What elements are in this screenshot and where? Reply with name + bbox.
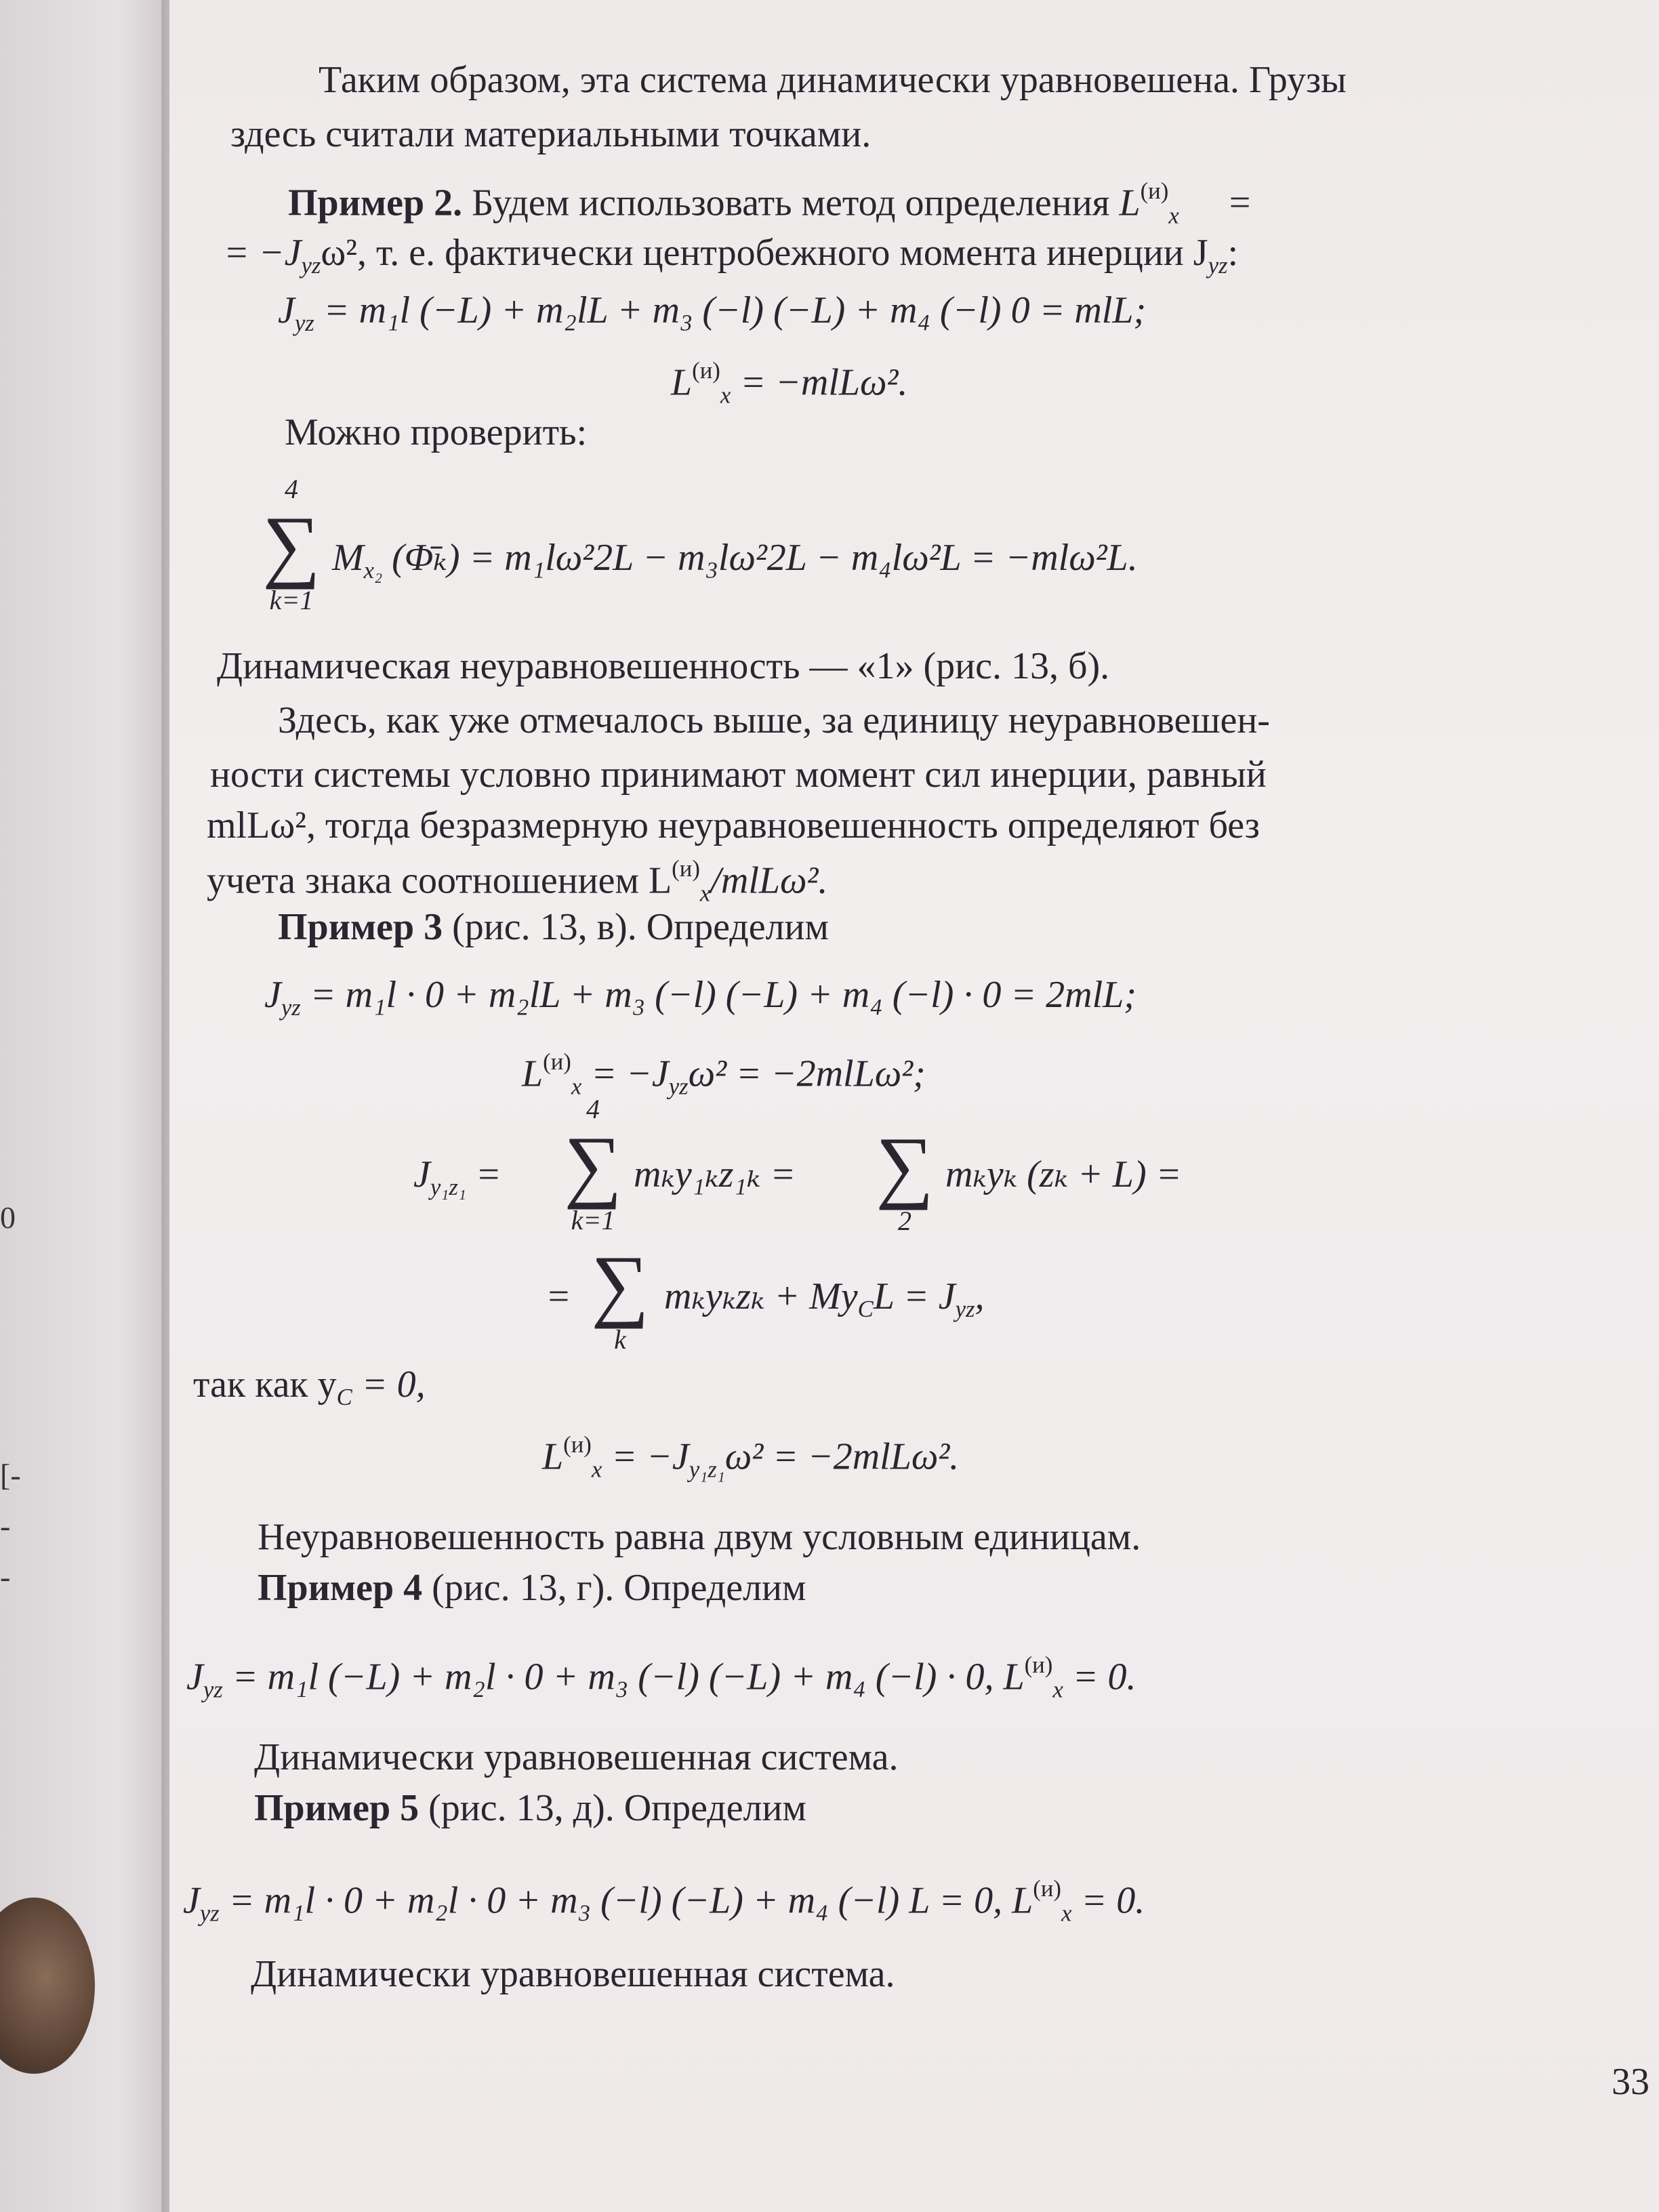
sigma-icon: ∑ [262, 499, 321, 590]
equation [264, 976, 1136, 1020]
sum-upper-limit: 4 [285, 474, 298, 504]
equation [671, 359, 907, 407]
equation: mₖyₖ (zₖ + L) = [945, 1153, 1182, 1195]
subscript: yz [668, 1073, 689, 1100]
subscript: yz [281, 994, 301, 1021]
math: = m₁l (−L) + m₂l · 0 + m₃ (−l) (−L) + m₄ (−l) · 0, L [222, 1656, 1025, 1698]
subscript: x [1168, 202, 1179, 229]
text: (рис. 13, в). Определим [452, 906, 829, 948]
left-page [0, 0, 169, 2212]
subscript: x [571, 1073, 582, 1100]
math: L = J [873, 1275, 956, 1317]
sum-symbol [254, 474, 329, 615]
text-line: Неуравновешенность равна двум условным единицам. [258, 1516, 1141, 1558]
math: ω² = −2mlLω². [724, 1435, 960, 1478]
text-line: Здесь, как уже отмечалось выше, за единицу неуравновешен- [278, 699, 1270, 741]
subscript: x [699, 880, 711, 907]
superscript: (и) [1140, 178, 1169, 204]
sum-upper-limit: 4 [586, 1094, 600, 1124]
math: L [522, 1052, 544, 1095]
equation [278, 291, 1146, 335]
example-label: Пример 4 [258, 1567, 423, 1609]
equation: = [546, 1275, 571, 1317]
sum-lower-limit: k=1 [571, 1205, 615, 1235]
margin-mark: - [0, 1559, 11, 1594]
math: = m₁l · 0 + m₂l · 0 + m₃ (−l) (−L) + m₄ (−l) L = 0, L [219, 1879, 1033, 1922]
superscript: (и) [1033, 1875, 1061, 1902]
sum-symbol [867, 1120, 942, 1236]
thumb-finger [0, 1898, 95, 2074]
math: = −mlLω². [731, 361, 908, 404]
math: , [975, 1275, 985, 1317]
math: = m₁l · 0 + m₂lL + m₃ (−l) (−L) + m₄ (−l) · 0 = 2mlL; [300, 974, 1136, 1016]
text-line: ности системы условно принимают момент сил инерции, равный [210, 754, 1267, 796]
math: = −J [224, 232, 302, 274]
text-line: Динамическая неуравновешенность — «1» (рис. 13, б). [217, 645, 1110, 687]
text-line [224, 234, 1238, 278]
margin-mark: - [0, 1509, 11, 1543]
math: (Φ̄ₖ) = m₁lω²2L − m₃lω²2L − m₄lω²L = −mlω²L. [382, 537, 1138, 579]
superscript: (и) [672, 855, 700, 882]
text-line: Динамически уравновешенная система. [251, 1953, 895, 1995]
subscript: x [1052, 1676, 1063, 1703]
math: J [264, 974, 281, 1016]
text-line: здесь считали материальными точками. [230, 113, 872, 155]
text: (рис. 13, г). Определим [432, 1567, 806, 1609]
math: = [466, 1153, 501, 1195]
text: Будем использовать метод определения [472, 182, 1110, 224]
book-page [169, 0, 1659, 2212]
subscript: y₁z₁ [689, 1456, 725, 1483]
math: M [332, 537, 364, 579]
subscript: x [591, 1456, 602, 1483]
subscript: x [720, 382, 731, 409]
equation [522, 1050, 926, 1099]
sum-symbol [556, 1094, 630, 1235]
example-5-heading [254, 1789, 806, 1827]
math: ω² = −2mlLω²; [688, 1052, 926, 1095]
equation [542, 1433, 959, 1481]
subscript: yz [203, 1676, 223, 1703]
example-label: Пример 2. [288, 182, 463, 224]
math: = −J [602, 1435, 689, 1478]
equation [186, 1654, 1136, 1702]
math: = m₁l (−L) + m₂lL + m₃ (−l) (−L) + m₄ (−l) 0 = mlL; [314, 289, 1147, 331]
math: L [542, 1435, 564, 1478]
equation: mₖy₁ₖz₁ₖ = [634, 1153, 796, 1195]
text: ω², т. е. фактически центробежного момента инерции J [321, 232, 1208, 274]
subscript: yz [199, 1900, 220, 1927]
math: = −J [581, 1052, 669, 1095]
subscript: yz [955, 1296, 975, 1323]
subscript: yz [1208, 252, 1228, 279]
equation [664, 1277, 985, 1322]
sigma-icon: ∑ [564, 1120, 622, 1210]
example-label: Пример 3 [278, 906, 443, 948]
math: L [671, 361, 693, 404]
superscript: (и) [563, 1431, 592, 1458]
text: = [1229, 182, 1251, 224]
subscript: y₁z₁ [430, 1174, 466, 1201]
sigma-icon: ∑ [876, 1120, 934, 1210]
equation [413, 1155, 501, 1200]
sum-lower-limit: 2 [898, 1206, 912, 1236]
example-2-heading [288, 180, 1250, 228]
equation [332, 539, 1138, 583]
math: J [186, 1656, 203, 1698]
sum-symbol [583, 1239, 657, 1355]
margin-mark: [- [0, 1458, 21, 1492]
text-line [193, 1366, 426, 1410]
math: J [183, 1879, 200, 1922]
math: J [413, 1153, 430, 1195]
example-label: Пример 5 [254, 1787, 419, 1829]
text-line: Динамически уравновешенная система. [254, 1736, 899, 1778]
subscript: yz [294, 310, 314, 337]
text: : [1227, 232, 1239, 274]
subscript: x₂ [363, 557, 383, 584]
example-3-heading [278, 908, 829, 946]
superscript: (и) [1024, 1652, 1053, 1678]
text: учета знака соотношением L [207, 859, 672, 902]
text-line: mlLω², тогда безразмерную неуравновешенность определяют без [207, 804, 1260, 846]
math: = 0. [1071, 1879, 1145, 1922]
math: = 0, [352, 1364, 426, 1406]
text: (рис. 13, д). Определим [428, 1787, 806, 1829]
superscript: (и) [543, 1048, 571, 1075]
text: так как y [193, 1364, 337, 1406]
sum-lower-limit: k=1 [269, 585, 314, 615]
math: = 0. [1063, 1656, 1136, 1698]
subscript: C [336, 1384, 352, 1411]
example-4-heading [258, 1569, 806, 1607]
sum-lower-limit: k [614, 1324, 626, 1355]
equation [183, 1877, 1145, 1925]
math: /mlLω². [710, 859, 828, 902]
subscript: x [1061, 1900, 1072, 1927]
superscript: (и) [692, 357, 720, 384]
subscript: C [857, 1296, 874, 1323]
subscript: yz [301, 252, 321, 279]
sigma-icon: ∑ [591, 1239, 649, 1329]
page-number: 33 [1612, 2061, 1650, 2103]
math-symbol: L [1119, 182, 1141, 224]
math: J [278, 289, 295, 331]
text-line: Можно проверить: [285, 411, 588, 453]
text-line [207, 857, 827, 905]
text-line: Таким образом, эта система динамически уравновешена. Грузы [319, 59, 1347, 101]
math: mₖyₖzₖ + My [664, 1275, 858, 1317]
margin-mark: 0 [0, 1200, 16, 1235]
